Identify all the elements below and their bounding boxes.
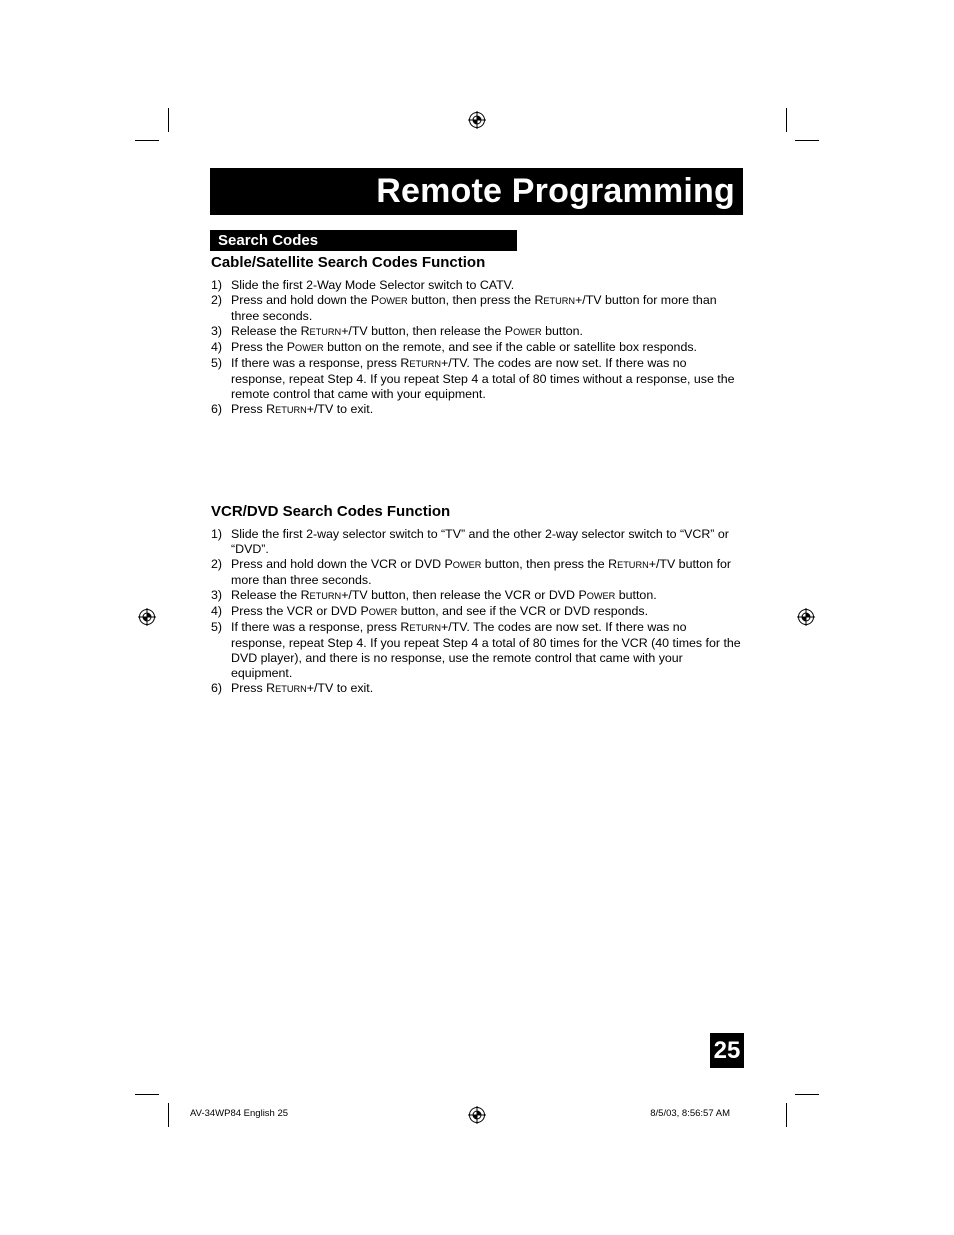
step-text: Press and hold down the P <box>231 293 380 307</box>
step-text: button, then press the R <box>481 557 618 571</box>
step-text: ETURN <box>617 560 649 570</box>
crop-mark <box>795 1094 819 1095</box>
step-text: ETURN <box>309 591 342 601</box>
step-text: +/TV to exit. <box>306 681 374 695</box>
step-text: +/TV. The codes are now set. If there was no response, repeat Step 4. If you repeat Step 4 a total of 80 times for the VCR (40 times for the DVD player), and there is no response, use the remote control that came with your equipment. <box>231 620 741 680</box>
cable-step <box>211 293 743 324</box>
step-number: 1) <box>211 527 223 541</box>
step-number: 1) <box>211 278 223 292</box>
crop-mark <box>795 140 819 141</box>
step-text: ETURN <box>543 296 576 306</box>
section-heading: Search Codes <box>210 230 517 251</box>
step-text: Press R <box>231 681 276 695</box>
vcr-step <box>211 681 743 697</box>
step-text: button, then press the R <box>407 293 544 307</box>
registration-mark-icon <box>468 111 486 129</box>
footer-right: 8/5/03, 8:56:57 AM <box>650 1108 730 1119</box>
step-text: ETURN <box>275 684 307 694</box>
page-title: Remote Programming <box>210 168 743 215</box>
step-text: button on the remote, and see if the cable or satellite box responds. <box>323 340 697 354</box>
step-text: Slide the first 2-Way Mode Selector switch to CATV. <box>231 278 515 292</box>
step-text: OWER <box>368 607 398 617</box>
step-text: OWER <box>586 591 616 601</box>
step-text: OWER <box>513 327 542 337</box>
crop-mark <box>135 1094 159 1095</box>
vcr-step <box>211 604 743 620</box>
step-text: +/TV button, then release the VCR or DVD P <box>341 588 587 602</box>
step-text: Press R <box>231 402 276 416</box>
step-text: +/TV. The codes are now set. If there was no response, repeat Step 4. If you repeat Step 4 a total of 80 times without a response, use the remote control that came with your equipment. <box>231 356 735 401</box>
step-text: Press the P <box>231 340 296 354</box>
registration-mark-icon <box>138 608 156 626</box>
step-text: Press and hold down the VCR or DVD P <box>231 557 453 571</box>
step-text: button. <box>541 324 583 338</box>
registration-mark-icon <box>797 608 815 626</box>
vcr-step <box>211 620 743 681</box>
step-text: Slide the first 2-way selector switch to “TV” and the other 2-way selector switch to “VCR” or “DVD”. <box>231 527 729 556</box>
step-number: 3) <box>211 588 223 602</box>
crop-mark <box>135 140 159 141</box>
step-text: ETURN <box>409 623 442 633</box>
vcr-step <box>211 588 743 604</box>
step-text: OWER <box>452 560 482 570</box>
step-number: 3) <box>211 324 223 338</box>
step-text: If there was a response, press R <box>231 620 410 634</box>
step-text: If there was a response, press R <box>231 356 410 370</box>
step-number: 6) <box>211 402 223 416</box>
step-number: 4) <box>211 340 223 354</box>
step-text: Press the VCR or DVD P <box>231 604 369 618</box>
cable-heading: Cable/Satellite Search Codes Function <box>211 254 486 271</box>
crop-mark <box>168 1103 169 1127</box>
step-text: ETURN <box>275 405 307 415</box>
cable-step <box>211 278 743 293</box>
step-text: +/TV button, then release the P <box>341 324 514 338</box>
vcr-steps-list <box>211 527 743 697</box>
step-text: Release the R <box>231 588 310 602</box>
page-number: 25 <box>710 1033 744 1068</box>
cable-step <box>211 340 743 356</box>
vcr-step <box>211 557 743 588</box>
cable-step <box>211 356 743 402</box>
footer-left: AV-34WP84 English 25 <box>190 1108 289 1119</box>
step-text: button, and see if the VCR or DVD responds. <box>397 604 649 618</box>
crop-mark <box>168 108 169 132</box>
step-number: 5) <box>211 620 223 634</box>
vcr-heading: VCR/DVD Search Codes Function <box>211 503 451 520</box>
step-text: ETURN <box>309 327 342 337</box>
step-number: 2) <box>211 293 223 307</box>
crop-mark <box>786 1103 787 1127</box>
registration-mark-icon <box>468 1106 486 1124</box>
step-number: 5) <box>211 356 223 370</box>
step-number: 6) <box>211 681 223 695</box>
step-text: OWER <box>295 343 324 353</box>
step-text: +/TV button for more than three seconds. <box>231 557 732 587</box>
cable-step <box>211 402 743 418</box>
step-text: Release the R <box>231 324 310 338</box>
crop-mark <box>786 108 787 132</box>
cable-step <box>211 324 743 340</box>
cable-steps-list <box>211 278 743 418</box>
vcr-step <box>211 527 743 557</box>
step-number: 2) <box>211 557 223 571</box>
step-text: ETURN <box>409 359 442 369</box>
step-number: 4) <box>211 604 223 618</box>
step-text: +/TV button for more than three seconds. <box>231 293 717 323</box>
step-text: button. <box>615 588 657 602</box>
step-text: +/TV to exit. <box>306 402 374 416</box>
step-text: OWER <box>379 296 408 306</box>
